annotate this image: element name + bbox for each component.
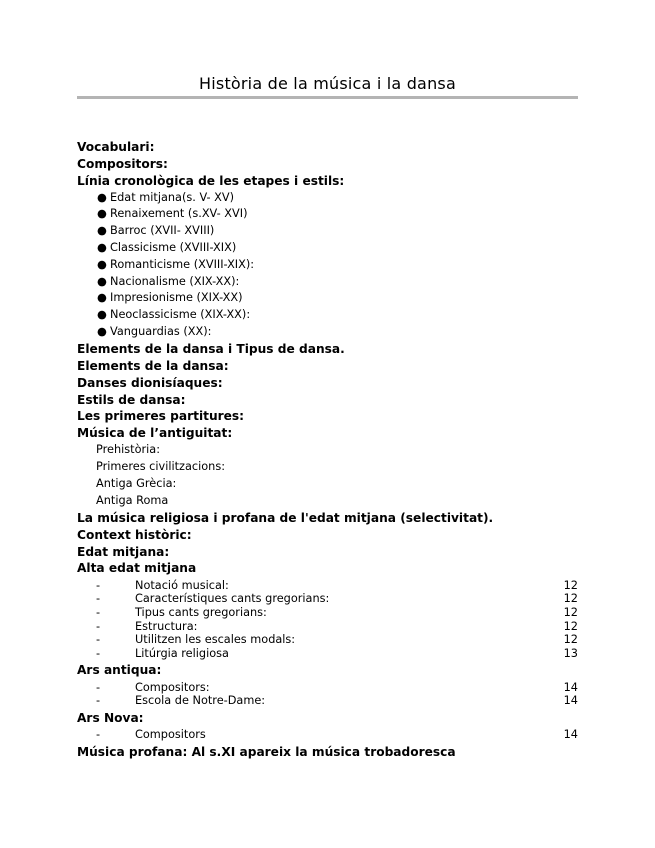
list-item — [77, 206, 578, 223]
heading-ars-antiqua: Ars antiqua: — [77, 663, 162, 678]
toc-label: Compositors: — [135, 680, 210, 694]
toc-page-number: 14 — [563, 728, 578, 742]
heading-compositors: Compositors: — [77, 156, 168, 171]
toc-entry — [77, 728, 578, 742]
toc-page-number: 12 — [563, 606, 578, 619]
dash-marker: - — [96, 633, 101, 647]
timeline-label: Renaixement (s.XV- XVI) — [110, 207, 248, 221]
toc-page-number: 12 — [563, 619, 578, 633]
list-item — [77, 290, 578, 307]
heading-linia-cronologica: Línia cronològica de les etapes i estils: — [77, 173, 345, 188]
dash-marker: - — [96, 578, 101, 592]
bullet-icon: ● — [97, 190, 107, 204]
heading-profana: Música profana: Al s.XI apareix la música trobadoresca — [77, 744, 456, 759]
alta-edat-toc — [77, 579, 578, 661]
bullet-icon: ● — [97, 291, 107, 305]
toc-label: Estructura: — [135, 619, 198, 633]
heading-elements-tipus: Elements de la dansa i Tipus de dansa. — [77, 341, 345, 356]
list-item — [77, 240, 578, 257]
bullet-icon: ● — [97, 308, 107, 322]
timeline-label: Classicisme (XVIII-XIX) — [110, 241, 237, 255]
timeline-label: Impresionisme (XIX-XX) — [110, 291, 243, 305]
ars-nova-toc — [77, 728, 578, 742]
heading-vocabulari: Vocabulari: — [77, 140, 155, 154]
dash-marker: - — [96, 606, 101, 619]
toc-entry — [77, 633, 578, 647]
timeline-label: Barroc (XVII- XVIII) — [110, 224, 215, 238]
toc-label: Escola de Notre-Dame: — [135, 694, 266, 708]
list-item — [77, 257, 578, 274]
toc-label: Compositors — [135, 728, 206, 742]
toc-page-number: 12 — [563, 592, 578, 606]
list-item — [77, 324, 578, 341]
heading-ars-nova: Ars Nova: — [77, 710, 144, 725]
list-item: Prehistòria: — [96, 443, 160, 457]
list-item: Antiga Grècia: — [96, 476, 177, 490]
toc-page-number: 12 — [563, 578, 578, 592]
timeline-label: Nacionalisme (XIX-XX): — [110, 274, 240, 288]
bullet-icon: ● — [97, 325, 107, 339]
heading-partitures: Les primeres partitures: — [77, 409, 245, 424]
list-item — [77, 190, 578, 207]
document-title: Història de la música i la dansa — [199, 74, 456, 93]
toc-entry — [77, 681, 578, 695]
list-item — [77, 223, 578, 240]
heading-religiosa: La música religiosa i profana de l'edat mitjana (selectivitat). — [77, 510, 494, 525]
list-item — [77, 307, 578, 324]
dash-marker: - — [96, 680, 101, 694]
title-underline — [77, 96, 578, 99]
bullet-icon: ● — [97, 224, 107, 238]
dash-marker: - — [96, 619, 101, 633]
list-item: Antiga Roma — [96, 493, 169, 507]
timeline-label: Neoclassicisme (XIX-XX): — [110, 308, 251, 322]
bullet-icon: ● — [97, 274, 107, 288]
toc-entry — [77, 592, 578, 606]
toc-label: Característiques cants gregorians: — [135, 592, 330, 606]
toc-entry — [77, 620, 578, 634]
heading-antiguitat: Música de l’antiguitat: — [77, 426, 233, 441]
bullet-icon: ● — [97, 241, 107, 255]
toc-entry — [77, 647, 578, 661]
toc-page-number: 13 — [563, 646, 578, 660]
toc-entry — [77, 694, 578, 708]
list-item: Primeres civilitzacions: — [96, 460, 226, 474]
heading-context: Context històric: — [77, 527, 192, 542]
dash-marker: - — [96, 694, 101, 708]
heading-elements: Elements de la dansa: — [77, 358, 229, 373]
dash-marker: - — [96, 646, 101, 660]
timeline-label: Edat mitjana(s. V- XV) — [110, 190, 235, 204]
antiguitat-list — [77, 442, 578, 510]
heading-edat-mitjana: Edat mitjana: — [77, 544, 170, 559]
toc-label: Litúrgia religiosa — [135, 646, 229, 660]
document-body — [77, 139, 578, 761]
timeline-label: Romanticisme (XVIII-XIX): — [110, 257, 255, 271]
dash-marker: - — [96, 728, 101, 742]
bullet-icon: ● — [97, 257, 107, 271]
bullet-icon: ● — [97, 207, 107, 221]
dash-marker: - — [96, 592, 101, 606]
heading-alta-edat: Alta edat mitjana — [77, 561, 197, 576]
toc-label: Utilitzen les escales modals: — [135, 633, 296, 647]
toc-label: Tipus cants gregorians: — [135, 606, 267, 619]
toc-entry — [77, 579, 578, 593]
toc-entry — [77, 606, 578, 620]
list-item — [77, 274, 578, 291]
toc-page-number: 12 — [563, 633, 578, 647]
toc-page-number: 14 — [563, 694, 578, 708]
toc-page-number: 14 — [563, 680, 578, 694]
toc-label: Notació musical: — [135, 578, 229, 592]
timeline-label: Vanguardias (XX): — [110, 325, 212, 339]
ars-antiqua-toc — [77, 681, 578, 708]
timeline-list — [77, 190, 578, 341]
heading-danses: Danses dionisíaques: — [77, 375, 223, 390]
heading-estils: Estils de dansa: — [77, 392, 186, 407]
